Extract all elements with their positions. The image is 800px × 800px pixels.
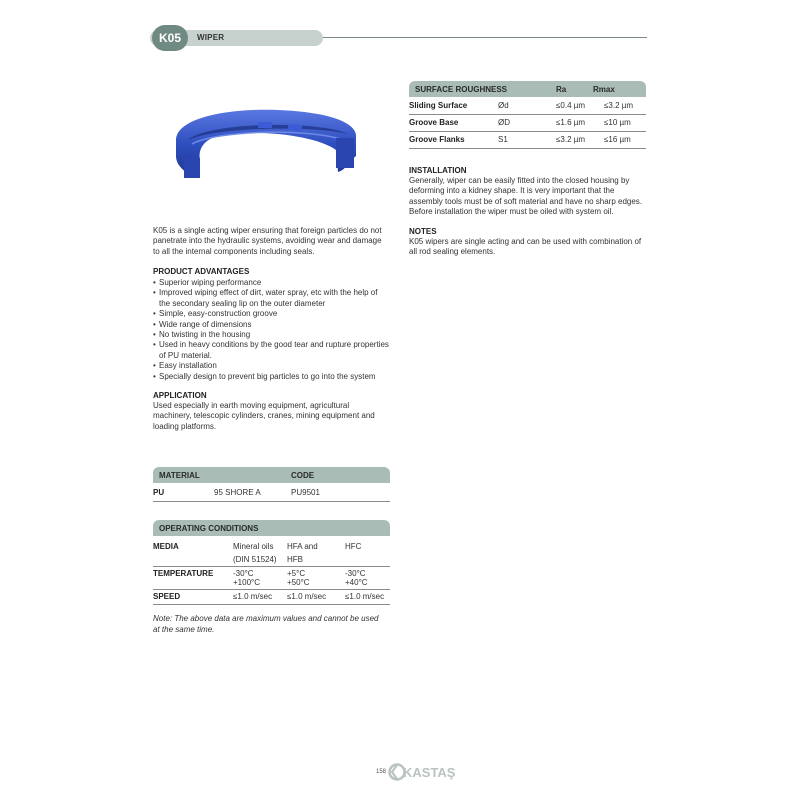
list-item: • Superior wiping performance [153, 278, 389, 288]
notes-text: K05 wipers are single acting and can be used with combination of all rod sealing elements. [409, 237, 642, 257]
material-name: PU [153, 488, 165, 497]
advantages-list [153, 278, 389, 382]
page-number: 158 [376, 769, 387, 775]
list-item: • Easy installation [153, 361, 389, 371]
temperature-cell: +100°C [233, 578, 260, 587]
list-item: • Improved wiping effect of dirt, water spray, etc with the help of the secondary sealing lip on the outer diameter [153, 288, 389, 309]
list-item: • Wide range of dimensions [153, 320, 389, 330]
temperature-label: TEMPERATURE [153, 569, 214, 578]
surface-rmax: ≤16 µm [604, 135, 631, 144]
table-row [153, 536, 390, 567]
brand-logo-text: KASTAŞ [403, 765, 456, 780]
material-hardness: 95 SHORE A [214, 488, 261, 497]
surface-rmax: ≤3.2 µm [604, 101, 634, 110]
surface-label: Groove Flanks [409, 135, 465, 144]
material-table-header [153, 467, 390, 483]
surface-table-header [409, 81, 646, 97]
speed-cell: ≤1.0 m/sec [345, 592, 385, 601]
list-item: • Specially design to prevent big particles to go into the system [153, 372, 389, 382]
surface-symbol: S1 [498, 135, 508, 144]
surface-header-label: SURFACE ROUGHNESS [415, 85, 508, 94]
temperature-cell: -30°C [345, 569, 366, 578]
media-cell: HFC [345, 542, 362, 551]
table-row [153, 567, 390, 590]
surface-ra: ≤1.6 µm [556, 118, 586, 127]
media-label: MEDIA [153, 542, 179, 551]
temperature-cell: -30°C [233, 569, 254, 578]
speed-label: SPEED [153, 592, 181, 601]
surface-label: Groove Base [409, 118, 459, 127]
list-item: • Simple, easy-construction groove [153, 309, 389, 319]
intro-text: K05 is a single acting wiper ensuring that foreign particles do not panetrate into the hydraulic systems, avoiding wear and damage to all the internal components including seals. [153, 226, 382, 256]
table-row [409, 115, 646, 132]
notes-heading: NOTES [409, 227, 437, 236]
speed-cell: ≤1.0 m/sec [233, 592, 273, 601]
kastas-logo-icon [388, 763, 458, 781]
application-heading: APPLICATION [153, 391, 207, 400]
surface-label: Sliding Surface [409, 101, 468, 110]
ra-header-label: Ra [556, 85, 567, 94]
surface-ra: ≤3.2 µm [556, 135, 586, 144]
list-item: • No twisting in the housing [153, 330, 389, 340]
surface-symbol: Ød [498, 101, 509, 110]
temperature-cell: +5°C [287, 569, 306, 578]
surface-rmax: ≤10 µm [604, 118, 631, 127]
wiper-seal-image [168, 100, 368, 185]
temperature-cell: +50°C [287, 578, 310, 587]
product-code-badge: K05 [152, 25, 188, 51]
surface-symbol: ØD [498, 118, 510, 127]
note-text: Note: The above data are maximum values and cannot be used at the same time. [153, 614, 379, 634]
speed-cell: ≤1.0 m/sec [287, 592, 327, 601]
material-code: PU9501 [291, 488, 320, 497]
media-cell: HFA and [287, 542, 318, 551]
table-row [153, 483, 390, 502]
surface-ra: ≤0.4 µm [556, 101, 586, 110]
table-row [409, 97, 646, 115]
advantages-heading: PRODUCT ADVANTAGES [153, 267, 250, 276]
temperature-cell: +40°C [345, 578, 368, 587]
page-title: WIPER [197, 33, 225, 42]
installation-text: Generally, wiper can be easily fitted into the closed housing by deforming into a kidney shape. It is very important that the assembly tools must be of soft material and have no sharp edges. Before installation the wiper must be oiled with system oil. [409, 176, 643, 217]
operating-table-header [153, 520, 390, 536]
media-cell: Mineral oils [233, 542, 274, 551]
material-header-label: MATERIAL [159, 471, 200, 480]
rmax-header-label: Rmax [593, 85, 615, 94]
code-header-label: CODE [291, 471, 315, 480]
list-item: • Used in heavy conditions by the good tear and rupture properties of PU material. [153, 340, 389, 361]
application-text: Used especially in earth moving equipment, agricultural machinery, telescopic cylinders, cranes, mining equipment and loading platforms. [153, 401, 375, 431]
media-cell: HFB [287, 555, 303, 564]
table-row [153, 590, 390, 605]
installation-heading: INSTALLATION [409, 166, 467, 175]
media-cell: (DIN 51524) [233, 555, 277, 564]
operating-header-label: OPERATING CONDITIONS [159, 524, 259, 533]
header-rule [323, 37, 647, 38]
table-row [409, 132, 646, 149]
